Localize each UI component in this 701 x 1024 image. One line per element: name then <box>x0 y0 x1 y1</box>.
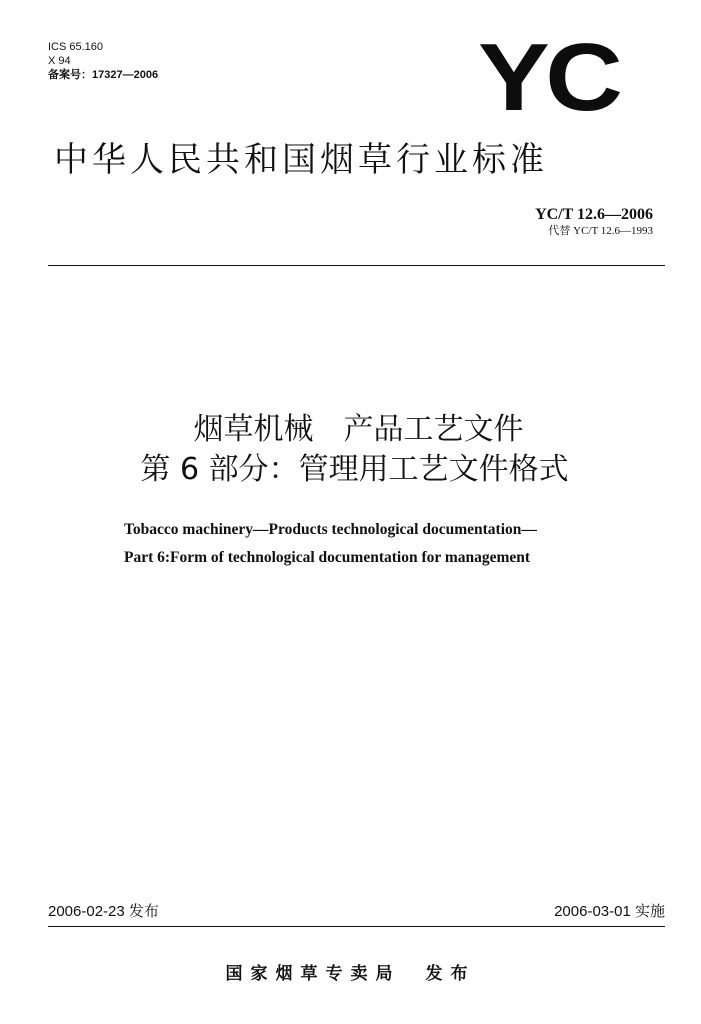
replaces-standard: 代替 YC/T 12.6—1993 <box>548 225 653 237</box>
ics-code: ICS 65.160 <box>48 41 104 53</box>
bottom-divider <box>48 926 665 927</box>
issue-date: 2006-02-23 发布 <box>48 903 159 920</box>
standard-number: YC/T 12.6—2006 <box>535 206 653 223</box>
english-title-line-1: Tobacco machinery—Products technological documentation— <box>124 521 537 538</box>
top-divider <box>48 265 665 266</box>
chinese-title-line-1: 烟草机械 产品工艺文件 <box>193 412 524 447</box>
publisher: 国家烟草专卖局 发布 <box>225 964 476 984</box>
implementation-date: 2006-03-01 实施 <box>554 903 665 920</box>
english-title-line-2: Part 6:Form of technological documentation for management <box>124 549 531 566</box>
yc-logo: YC <box>478 24 619 131</box>
chinese-title-line-2: 第 6 部分：管理用工艺文件格式 <box>140 452 569 487</box>
filing-number: 备案号：17327—2006 <box>48 69 159 81</box>
organization-title: 中华人民共和国烟草行业标准 <box>54 140 548 180</box>
classification-code: X 94 <box>48 55 71 67</box>
document-metadata <box>48 40 158 82</box>
